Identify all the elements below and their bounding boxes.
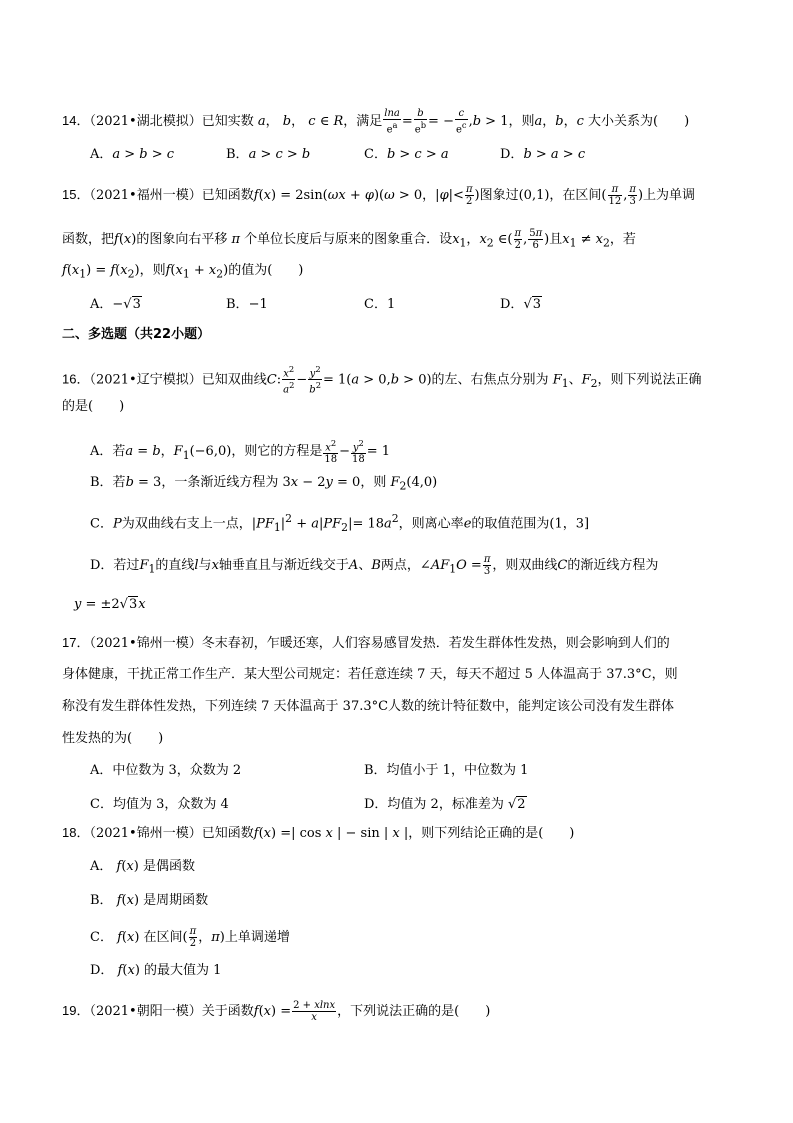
q18-option-c[interactable]: C． f(x) 在区间( $\frac{\pi}{2}$ ，π)上单调递增 xyxy=(90,926,290,949)
q18-option-d[interactable]: D． f(x) 的最大值为 1 xyxy=(90,963,222,978)
q14-option-c[interactable]: C．b > c > a xyxy=(364,147,449,162)
q14-option-b[interactable]: B．a > c > b xyxy=(226,147,311,162)
q14-option-a[interactable]: A．a > b > c xyxy=(90,147,175,162)
q16-option-d-cont: y = ±2√3x xyxy=(74,597,146,612)
q17-option-b[interactable]: B．均值小于 1，中位数为 1 xyxy=(364,763,529,778)
q15-line-2: 函数，把f(x)的图象向右平移 π 个单位长度后与原来的图象重合．设$x_1$，$x_2$ ∈( $\frac{\pi}{2}$ , $\frac{5\pi}{6}$ )且$x_1 \ne x_2$，若 xyxy=(62,228,636,251)
q16-option-a[interactable]: A．若a = b，$F_1(-6,0)$，则它的方程是 $\frac{x^2}{18}$ − $\frac{y^2}{18}$ = 1 xyxy=(90,438,390,466)
q17-line-1: 17．（2021•锦州一模）冬末春初，乍暖还寒，人们容易感冒发热．若发生群体性发热，则会影响到人们的 xyxy=(62,635,670,651)
q16-option-c[interactable]: C．P为双曲线右支上一点，$|PF_1|^2 + a|PF_2|= 18a^2$，则离心率e的取值范围为(1，3] xyxy=(90,512,590,534)
q16-line-2: 的是( ) xyxy=(62,399,125,414)
q19-line-1: 19．（2021•朝阳一模）关于函数f(x) = $\frac{2 + xlnx}{x}$ ，下列说法正确的是( ) xyxy=(62,1000,491,1023)
q17-option-a[interactable]: A．中位数为 3，众数为 2 xyxy=(90,763,242,778)
q17-option-d[interactable]: D．均值为 2，标准差为 √2 xyxy=(364,797,526,812)
q15-option-b[interactable]: B．−1 xyxy=(226,297,268,312)
q18-line-1: 18．（2021•锦州一模）已知函数f(x) =| cos x | − sin | x |，则下列结论正确的是( ) xyxy=(62,825,575,841)
fraction: $\frac{b}{e^b}$ xyxy=(414,108,427,136)
q15-line-1: 15．（2021•福州一模）已知函数f(x) = 2sin(ωx + φ)(ω > 0，|φ|< $\frac{\pi}{2}$ )图象过(0,1)，在区间( $\frac{\pi}{12}$ , $\frac{\pi}{3}$ )上为单调 xyxy=(62,184,696,207)
q17-line-2: 身体健康，干扰正常工作生产．某大型公司规定：若任意连续 7 天，每天不超过 5 人体温高于 37.3°C，则 xyxy=(62,667,678,682)
q17-line-4: 性发热的为( ) xyxy=(62,731,164,746)
q18-option-b[interactable]: B． f(x) 是周期函数 xyxy=(90,893,209,908)
q17-option-c[interactable]: C．均值为 3，众数为 4 xyxy=(90,797,229,812)
q15-option-c[interactable]: C．1 xyxy=(364,297,396,312)
q15-line-3: $f(x_1) = f(x_2)$，则$f(x_1 + x_2)$的值为( ) xyxy=(62,263,304,281)
fraction: $\frac{\ln a}{e^a}$ xyxy=(384,108,400,136)
q16-option-b[interactable]: B．若b = 3，一条渐近线方程为 3x − 2y = 0，则 $F_2(4,0)$ xyxy=(90,475,438,493)
q16-line-1: 16．（2021•辽宁模拟）已知双曲线C: $\frac{x^2}{a^2}$ − $\frac{y^2}{b^2}$ = 1(a > 0,b > 0)的左、右焦点分别为 $F_1$、$F_2$，则下列说法正确 xyxy=(62,364,702,396)
section-title: 二、多选题（共22小题） xyxy=(62,327,211,342)
fraction: $\frac{c}{e^c}$ xyxy=(455,108,467,136)
q14-stem: 14．（2021•湖北模拟）已知实数 a， b， c ∈ R，满足 $\frac{\ln a}{e^a}$ = $\frac{b}{e^b}$ = − $\frac{c}{e^c}$ ,b > 1，则a，b，c 大小关系为( ) xyxy=(62,108,690,136)
q16-option-d[interactable]: D．若过$F_1$的直线l与x轴垂直且与渐近线交于A、B两点，$\angle AF_1O$ = $\frac{\pi}{3}$ ，则双曲线C的渐近线方程为 xyxy=(90,554,659,577)
q15-option-a[interactable]: A．−√3 xyxy=(90,297,141,312)
q17-line-3: 称没有发生群体性发热，下列连续 7 天体温高于 37.3°C人数的统计特征数中，能判定该公司没有发生群体 xyxy=(62,699,675,714)
q18-option-a[interactable]: A． f(x) 是偶函数 xyxy=(90,859,195,874)
q14-option-d[interactable]: D．b > a > c xyxy=(500,147,586,162)
q15-option-d[interactable]: D．√3 xyxy=(500,297,542,312)
